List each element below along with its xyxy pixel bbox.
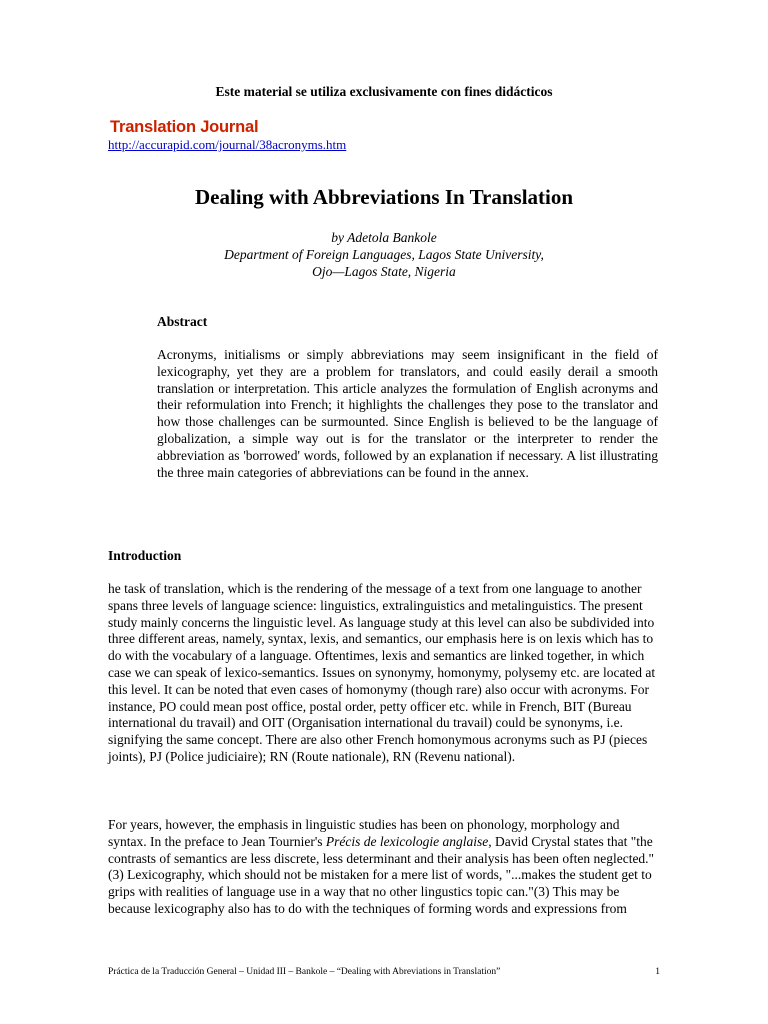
article-title: Dealing with Abbreviations In Translation: [194, 185, 574, 209]
author-name: by Adetola Bankole: [331, 230, 437, 245]
byline: [0, 229, 768, 280]
author-location: Ojo—Lagos State, Nigeria: [312, 264, 456, 279]
translation-journal-logo: Translation Journal: [110, 118, 259, 136]
page-number: 1: [655, 967, 660, 977]
paragraph-2-text-a: For years, however, the emphasis in linguistic studies has been on phonology, morphology and syntax. In the preface to Jean Tournier's: [108, 817, 620, 849]
page-footer: [108, 967, 660, 977]
introduction-paragraph-1: he task of translation, which is the rendering of the message of a text from one language to another spans three levels of language science: linguistics, extralinguistics and metalinguistics. The present study mainly concerns the linguistic level. As language study at this level can also be subdivided into three different areas, namely, syntax, lexis, and semantics, our emphasis here is on lexis which has to do with the vocabulary of a language. Oftentimes, lexis and semantics are linked together, in which case we can speak of lexico-semantics. Issues on synonymy, homonymy, polysemy etc. are located at this level. It can be noted that even cases of homonymy (though rare) also occur with acronyms. For instance, PO could mean post office, postal order, petty officer etc. while in French, BIT (Bureau international du travail) and OIT (Organisation international du travail) could be synonyms, i.e. signifying the same concept. There are also other French homonymous acronyms such as PJ (pieces joints), PJ (Police judiciaire); RN (Route nationale), RN (Revenu national).: [108, 581, 656, 764]
abstract-body: Acronyms, initialisms or simply abbreviations may seem insignificant in the field of lexicography, yet they are a problem for translators, and could easily derail a smooth translation or interpretation. This article analyzes the formulation of English acronyms and their reformulation into French; it highlights the challenges they pose to the translator and how those challenges can be surmounted. Since English is believed to be the language of globalization, a simple way out is for the translator or the interpreter to render the abbreviation as 'borrowed' words, followed by an explanation if necessary. A list illustrating the three main categories of abbreviations can be found in the annex.: [157, 347, 658, 480]
introduction-paragraph-2: [108, 817, 660, 918]
paragraph-2-text-b: , David Crystal states that "the contrasts of semantics are less discrete, less determinant and their analysis has been often neglected."(3) Lexicography, which should not be mistaken for a mere list of words, "...makes the student get to grips with realities of language use in a way that no other lingustics topic can."(3) This may be because lexicography also has to do with the techniques of forming words and expressions from: [108, 833, 655, 916]
introduction-heading: Introduction: [108, 548, 182, 563]
book-title-italic: Précis de lexicologie anglaise: [325, 833, 489, 849]
didactic-notice: Este material se utiliza exclusivamente con fines didácticos: [215, 84, 553, 99]
abstract-heading: Abstract: [157, 314, 208, 329]
footer-text: Práctica de la Traducción General – Unidad III – Bankole – “Dealing with Abreviations in Translation”: [108, 967, 501, 977]
author-department: Department of Foreign Languages, Lagos State University,: [224, 247, 544, 262]
source-url-link[interactable]: http://accurapid.com/journal/38acronyms.htm: [108, 137, 347, 152]
